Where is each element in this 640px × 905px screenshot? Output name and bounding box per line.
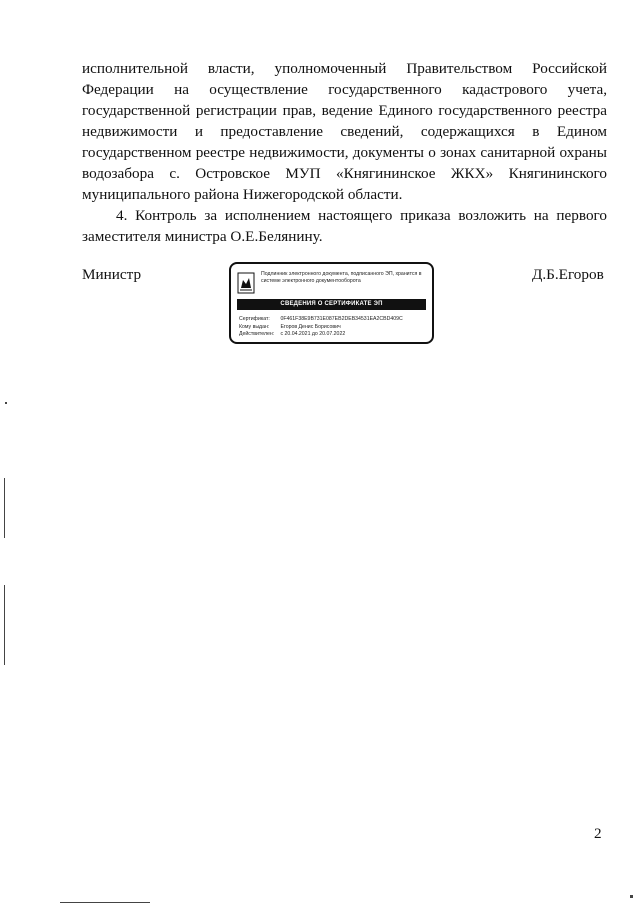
scan-edge-mark [5, 402, 7, 404]
scan-edge-mark [60, 902, 150, 903]
stamp-row-validity [239, 331, 431, 339]
stamp-row-label: Сертификат: [239, 316, 270, 322]
scan-edge-mark [630, 895, 633, 898]
stamp-details [239, 316, 431, 339]
stamp-row-label: Кому выдан: [239, 323, 270, 330]
stamp-row-certificate [239, 316, 431, 324]
electronic-signature-stamp [229, 262, 434, 344]
stamp-header: СВЕДЕНИЯ О СЕРТИФИКАТЕ ЭП [237, 299, 426, 310]
paragraph-continuation: исполнительной власти, уполномоченный Правительством Российской Федерации на осуществление государственного кадастрового учета, государственной регистрации прав, ведение Единого государственного реестра недвижимости и предоставление сведений, содержащихся в Едином государственном реестре недвижимости, документы о зонах санитарной охраны водозабора с. Островское МУП «Княгининское ЖКХ» Княгининского муниципального района Нижегородской области. [82, 60, 607, 203]
stamp-row-value: 0F461F38E9B731E087EB2DEB34531EA2CBD409C [280, 316, 403, 322]
stamp-row-value: Егоров Денис Борисович [280, 323, 341, 330]
paragraph-item-4: 4. Контроль за исполнением настоящего приказа возложить на первого заместителя министра О.Е.Белянину. [82, 207, 607, 245]
page-number: 2 [594, 825, 602, 842]
stamp-row-value: с 20.04.2021 до 20.07.2022 [280, 331, 346, 338]
document-body [82, 58, 607, 247]
stamp-row-label: Действителен: [239, 331, 275, 338]
signer-title: Министр [82, 266, 142, 283]
stamp-note: Подлинник электронного документа, подписанного ЭП, хранится в системе электронного документооборота [261, 271, 422, 284]
coat-of-arms-icon [237, 272, 255, 294]
signer-name: Д.Б.Егоров [532, 266, 604, 283]
scan-edge-mark [4, 478, 5, 538]
scan-edge-mark [4, 585, 5, 665]
